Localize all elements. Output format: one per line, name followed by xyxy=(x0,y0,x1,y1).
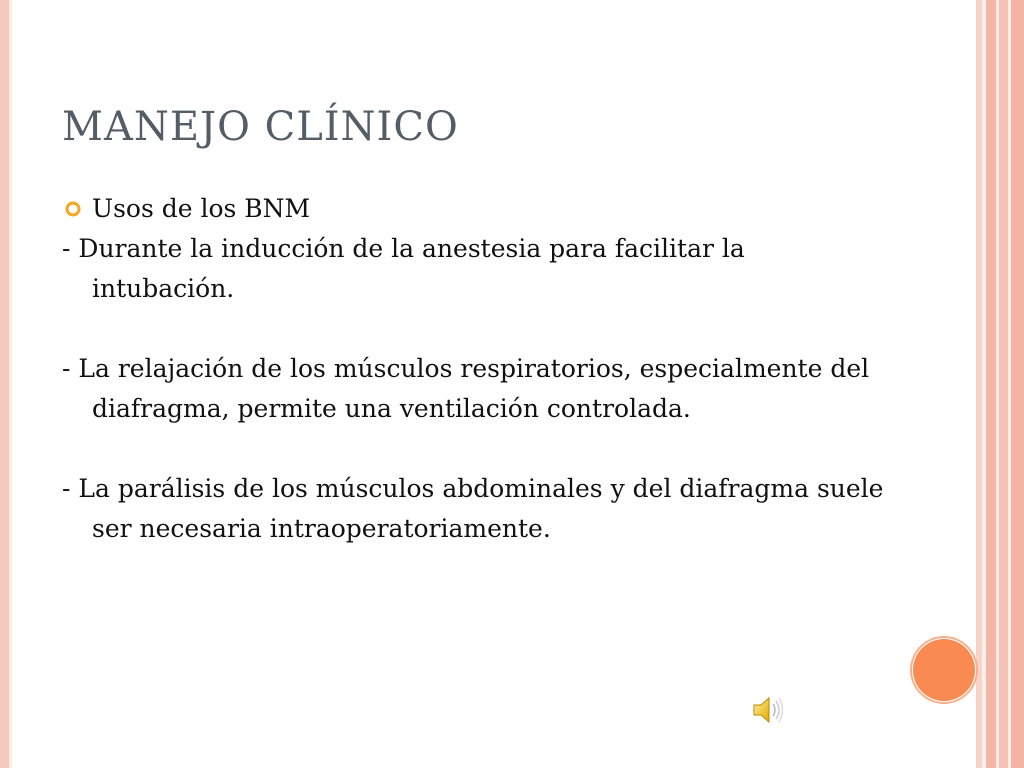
body-paragraph: - La parálisis de los músculos abdominales y del diafragma suele ser necesaria intraoperatoriamente. xyxy=(62,474,884,543)
circle-bullet-icon xyxy=(65,201,81,217)
decorative-orange-circle xyxy=(913,639,975,701)
bullet-text: Usos de los BNM xyxy=(92,194,311,223)
left-border-gap xyxy=(9,0,12,768)
speaker-icon[interactable] xyxy=(750,693,786,727)
left-border-stripe xyxy=(0,0,9,768)
slide-title: MANEJO CLÍNICO xyxy=(62,104,459,150)
slide-body xyxy=(62,189,892,549)
right-border-stripe xyxy=(999,0,1008,768)
right-border-stripe xyxy=(986,0,996,768)
right-border-stripe xyxy=(1011,0,1024,768)
body-paragraph: - Durante la inducción de la anestesia para facilitar la intubación. xyxy=(62,234,745,303)
body-paragraph: - La relajación de los músculos respiratorios, especialmente del diafragma, permite una ventilación controlada. xyxy=(62,354,870,423)
bullet-item xyxy=(62,189,892,229)
